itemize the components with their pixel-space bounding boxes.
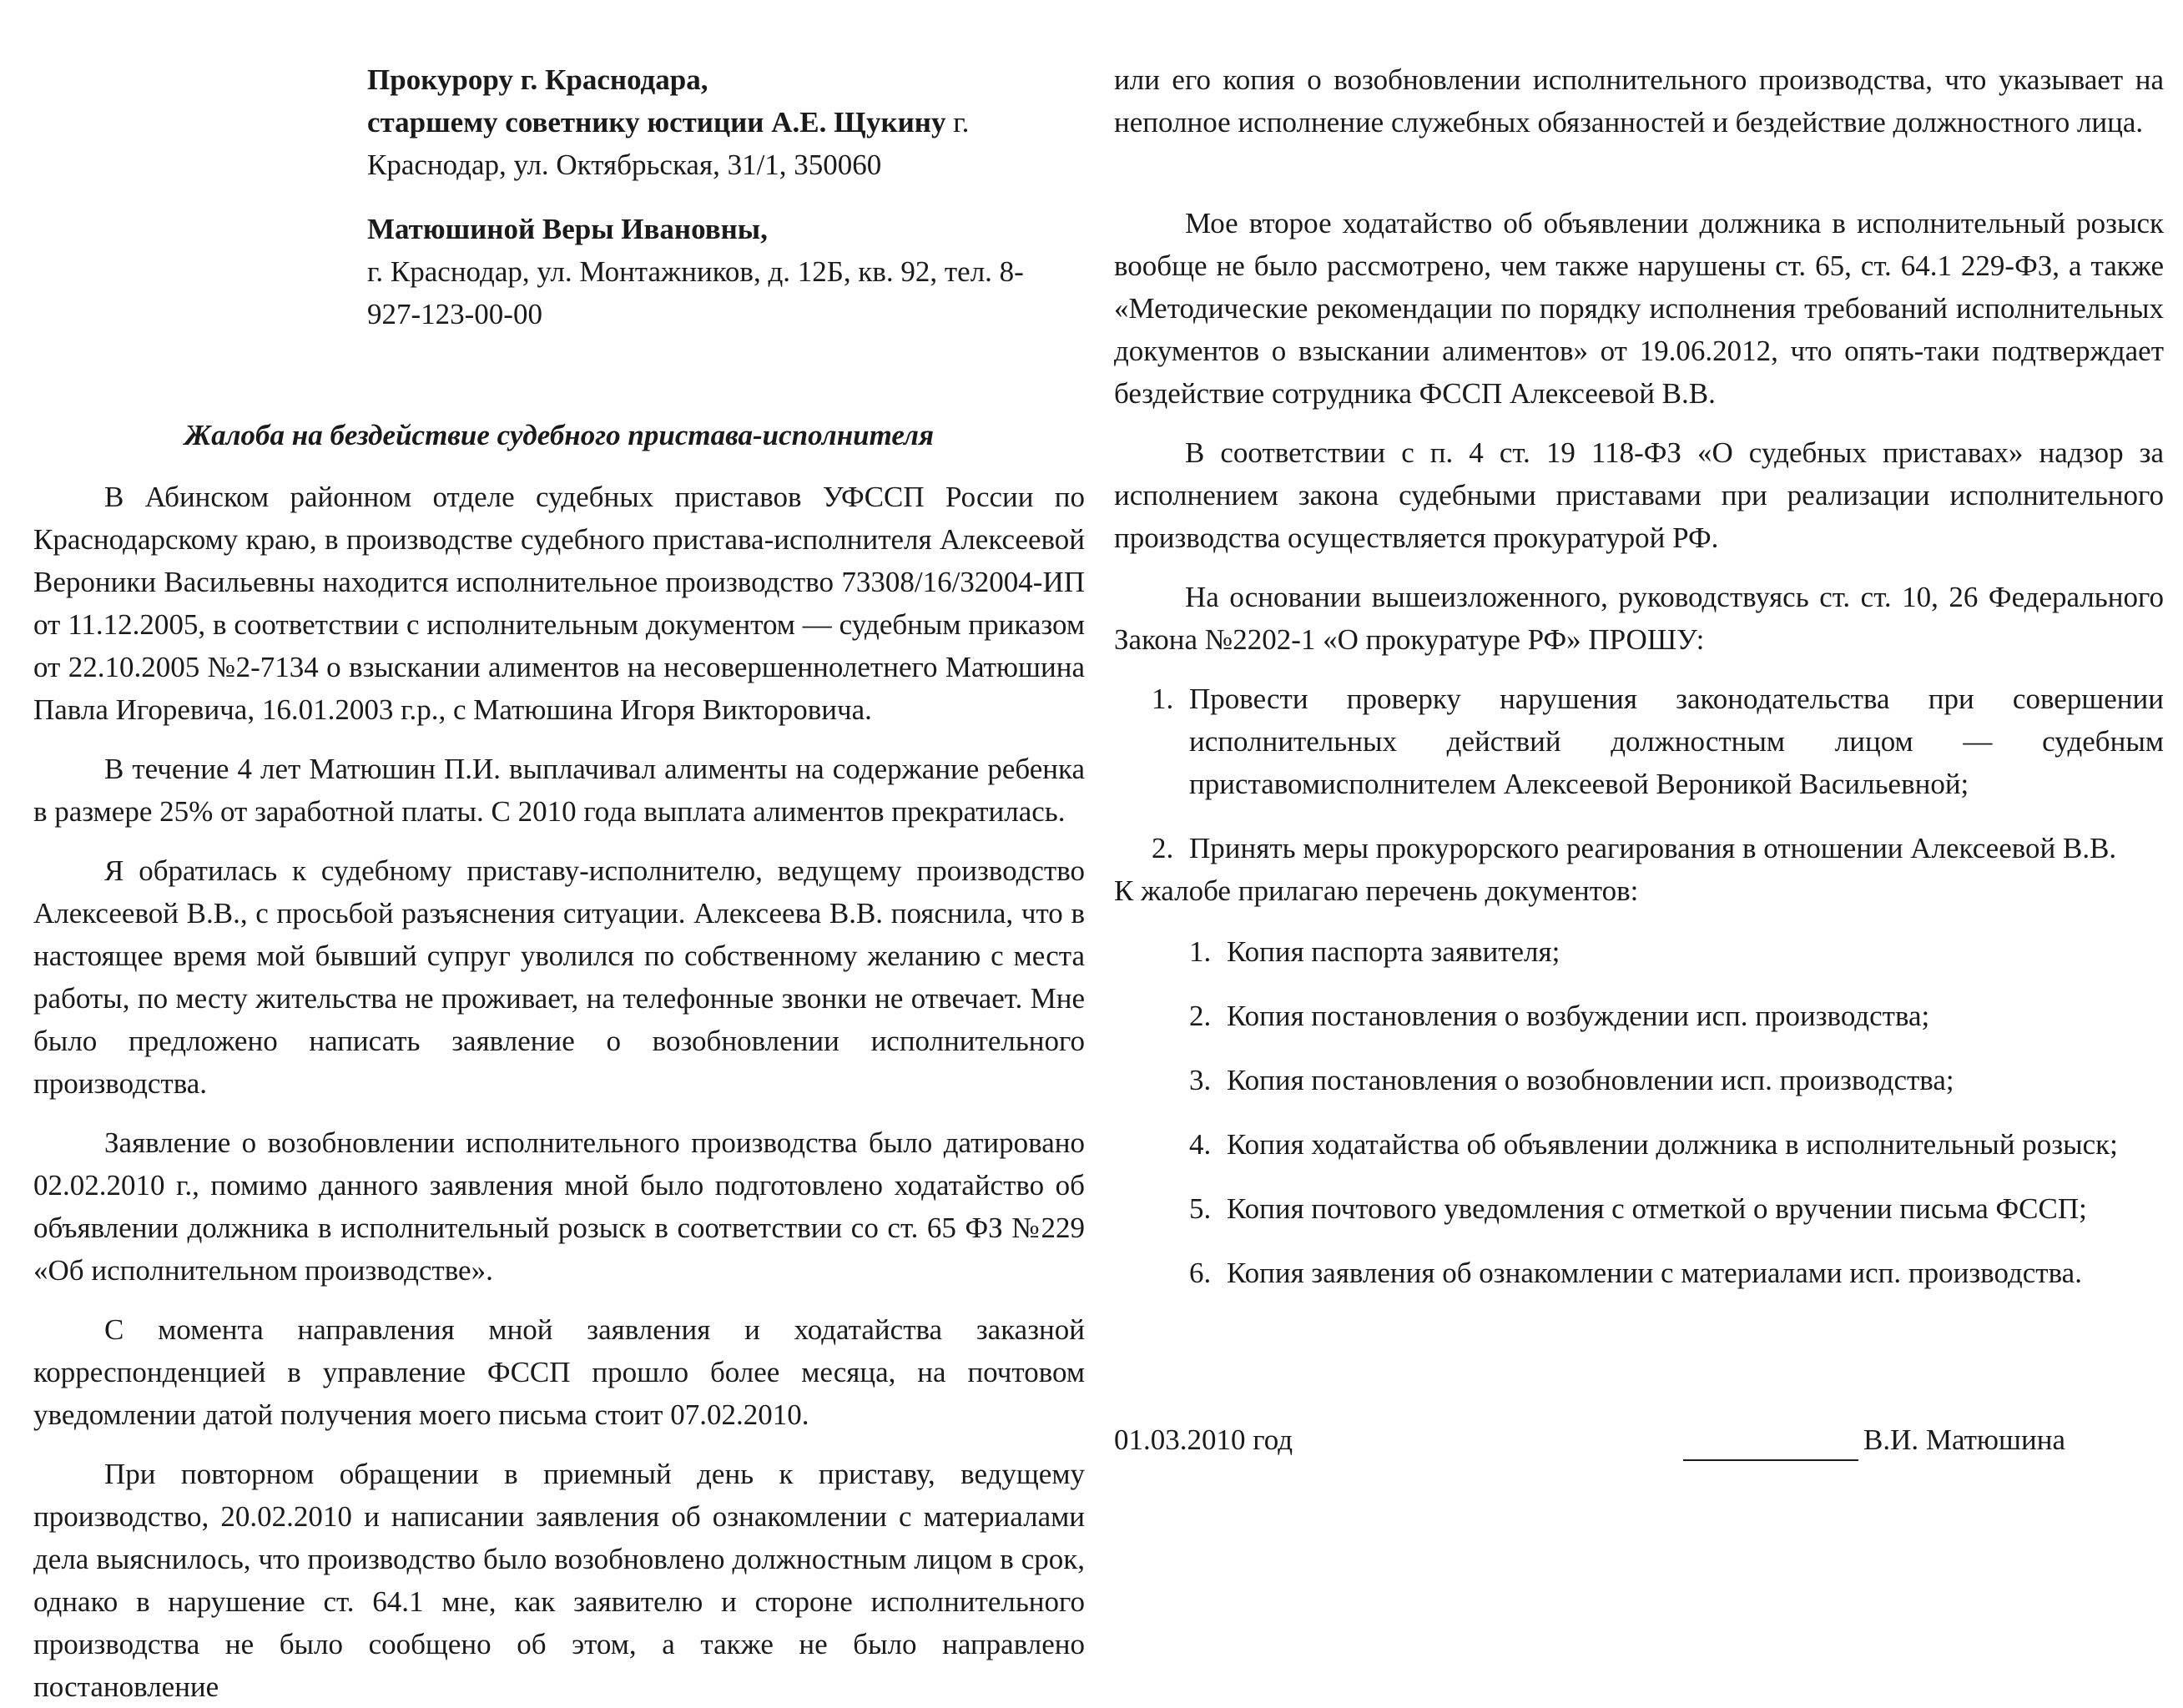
attachment-number: 3.: [1189, 1064, 1212, 1096]
addressee-city-prefix: г.: [945, 106, 970, 139]
petition-number: 1.: [1152, 683, 1174, 715]
right-column-body: [1114, 58, 2164, 1294]
document-title: Жалоба на бездействие судебного пристава-исполнителя: [184, 419, 935, 451]
attachment-item: [1189, 1252, 2164, 1294]
attachment-number: 2.: [1189, 1000, 1212, 1032]
signature-line: [1683, 1429, 1858, 1461]
petition-item: [1152, 827, 2164, 869]
signature-block: [1683, 1418, 2065, 1461]
addressee-address: Краснодар, ул. Октябрьская, 31/1, 350060: [367, 149, 882, 181]
paragraph: В Абинском районном отделе судебных приставов УФССП России по Краснодарскому краю, в производстве судебного пристава-исполнителя Алексеевой Вероники Васильевны находится исполнительное производство 73308/16/32004-ИП от 11.12.2005, в соответствии с исполнительным документом — судебным приказом от 22.10.2005 №2-7134 о взыскании алиментов на несовершеннолетнего Матюшина Павла Игоревича, 16.01.2003 г.р., с Матюшина Игоря Викторовича.: [33, 481, 1085, 726]
addressee-header: [367, 58, 1051, 335]
attachments-intro: К жалобе прилагаю перечень документов:: [1114, 874, 1639, 907]
paragraph: В соответствии с п. 4 ст. 19 118-ФЗ «О судебных приставах» надзор за исполнением закона судебными приставами при реализации исполнительного производства осуществляется прокуратурой РФ.: [1114, 436, 2164, 554]
addressee-line: [367, 58, 1051, 101]
petition-text: Провести проверку нарушения законодательства при совершении исполнительных действий должностным лицом — судебным приставомисполнителем Алексеевой Вероникой Васильевной;: [1189, 683, 2164, 800]
attachment-item: [1189, 930, 2164, 973]
attachment-text: Копия заявления об ознакомлении с материалами исп. производства.: [1227, 1257, 2082, 1289]
attachment-text: Копия почтового уведомления с отметкой о вручении письма ФССП;: [1227, 1192, 2087, 1225]
paragraph-continuation: или его копия о возобновлении исполнительного производства, что указывает на неполное исполнение служебных обязанностей и бездействие должностного лица.: [1114, 63, 2164, 139]
signature-row: [1114, 1418, 2065, 1461]
attachment-number: 1.: [1189, 935, 1212, 968]
addressee-title: Прокурору г. Краснодара,: [367, 63, 708, 96]
sender-address: г. Краснодар, ул. Монтажников, д. 12Б, кв. 92, тел. 8-927-123-00-00: [367, 255, 1024, 330]
attachment-text: Копия паспорта заявителя;: [1227, 935, 1560, 968]
paragraph: В течение 4 лет Матюшин П.И. выплачивал алименты на содержание ребенка в размере 25% от заработной платы. С 2010 года выплата алиментов прекратилась.: [33, 753, 1085, 828]
left-column-body: [33, 476, 1085, 1708]
attachment-item: [1189, 995, 2164, 1037]
paragraph: С момента направления мной заявления и ходатайства заказной корреспонденцией в управление ФССП прошло более месяца, на почтовом уведомлении датой получения моего письма стоит 07.02.2010.: [33, 1313, 1085, 1431]
attachment-item: [1189, 1187, 2164, 1230]
sender-block: [367, 208, 1051, 335]
paragraph: Заявление о возобновлении исполнительного производства было датировано 02.02.2010 г., помимо данного заявления мной было подготовлено ходатайство об объявлении должника в исполнительный розыск в соответствии со ст. 65 ФЗ №229 «Об исполнительном производстве».: [33, 1126, 1085, 1287]
addressee-name: старшему советнику юстиции А.Е. Щукину: [367, 106, 946, 139]
paragraph: Мое второе ходатайство об объявлении должника в исполнительный розыск вообще не было рассмотрено, чем также нарушены ст. 65, ст. 64.1 229-ФЗ, а также «Методические рекомендации по порядку исполнения требований исполнительных документов о взыскании алиментов» от 19.06.2012, что опять-таки подтверждает бездействие сотрудника ФССП Алексеевой В.В.: [1114, 207, 2164, 410]
attachments-list: [1189, 930, 2164, 1294]
attachment-text: Копия постановления о возбуждении исп. производства;: [1227, 1000, 1930, 1032]
paragraph: На основании вышеизложенного, руководствуясь ст. ст. 10, 26 Федерального Закона №2202-1 «О прокуратуре РФ» ПРОШУ:: [1114, 581, 2164, 656]
attachment-item: [1189, 1059, 2164, 1101]
petition-list: [1152, 678, 2164, 869]
signature-name: В.И. Матюшина: [1863, 1423, 2065, 1456]
petition-number: 2.: [1152, 832, 1174, 864]
signature-date: 01.03.2010 год: [1114, 1423, 1293, 1456]
addressee-line: [367, 101, 1051, 144]
paragraph: Я обратилась к судебному приставу-исполнителю, ведущему производство Алексеевой В.В., с просьбой разъяснения ситуации. Алексеева В.В. пояснила, что в настоящее время мой бывший супруг уволился по собственному желанию с места работы, по месту жительства не проживает, на телефонные звонки не отвечает. Мне было предложено написать заявление о возобновлении исполнительного производства.: [33, 854, 1085, 1100]
petition-text: Принять меры прокурорского реагирования в отношении Алексеевой В.В.: [1189, 832, 2117, 864]
paragraph: При повторном обращении в приемный день к приставу, ведущему производство, 20.02.2010 и написании заявления об ознакомлении с материалами дела выяснилось, что производство было возобновлено должностным лицом в срок, однако в нарушение ст. 64.1 мне, как заявителю и стороне исполнительного производства не было сообщено об этом, а также не было направлено постановление: [33, 1458, 1085, 1703]
attachment-text: Копия ходатайства об объявлении должника в исполнительный розыск;: [1227, 1128, 2118, 1161]
attachment-item: [1189, 1123, 2164, 1166]
attachment-number: 5.: [1189, 1192, 1212, 1225]
attachment-text: Копия постановления о возобновлении исп. производства;: [1227, 1064, 1954, 1096]
petition-item: [1152, 678, 2164, 805]
attachment-number: 6.: [1189, 1257, 1212, 1289]
sender-name: Матюшиной Веры Ивановны,: [367, 213, 768, 245]
attachment-number: 4.: [1189, 1128, 1212, 1161]
